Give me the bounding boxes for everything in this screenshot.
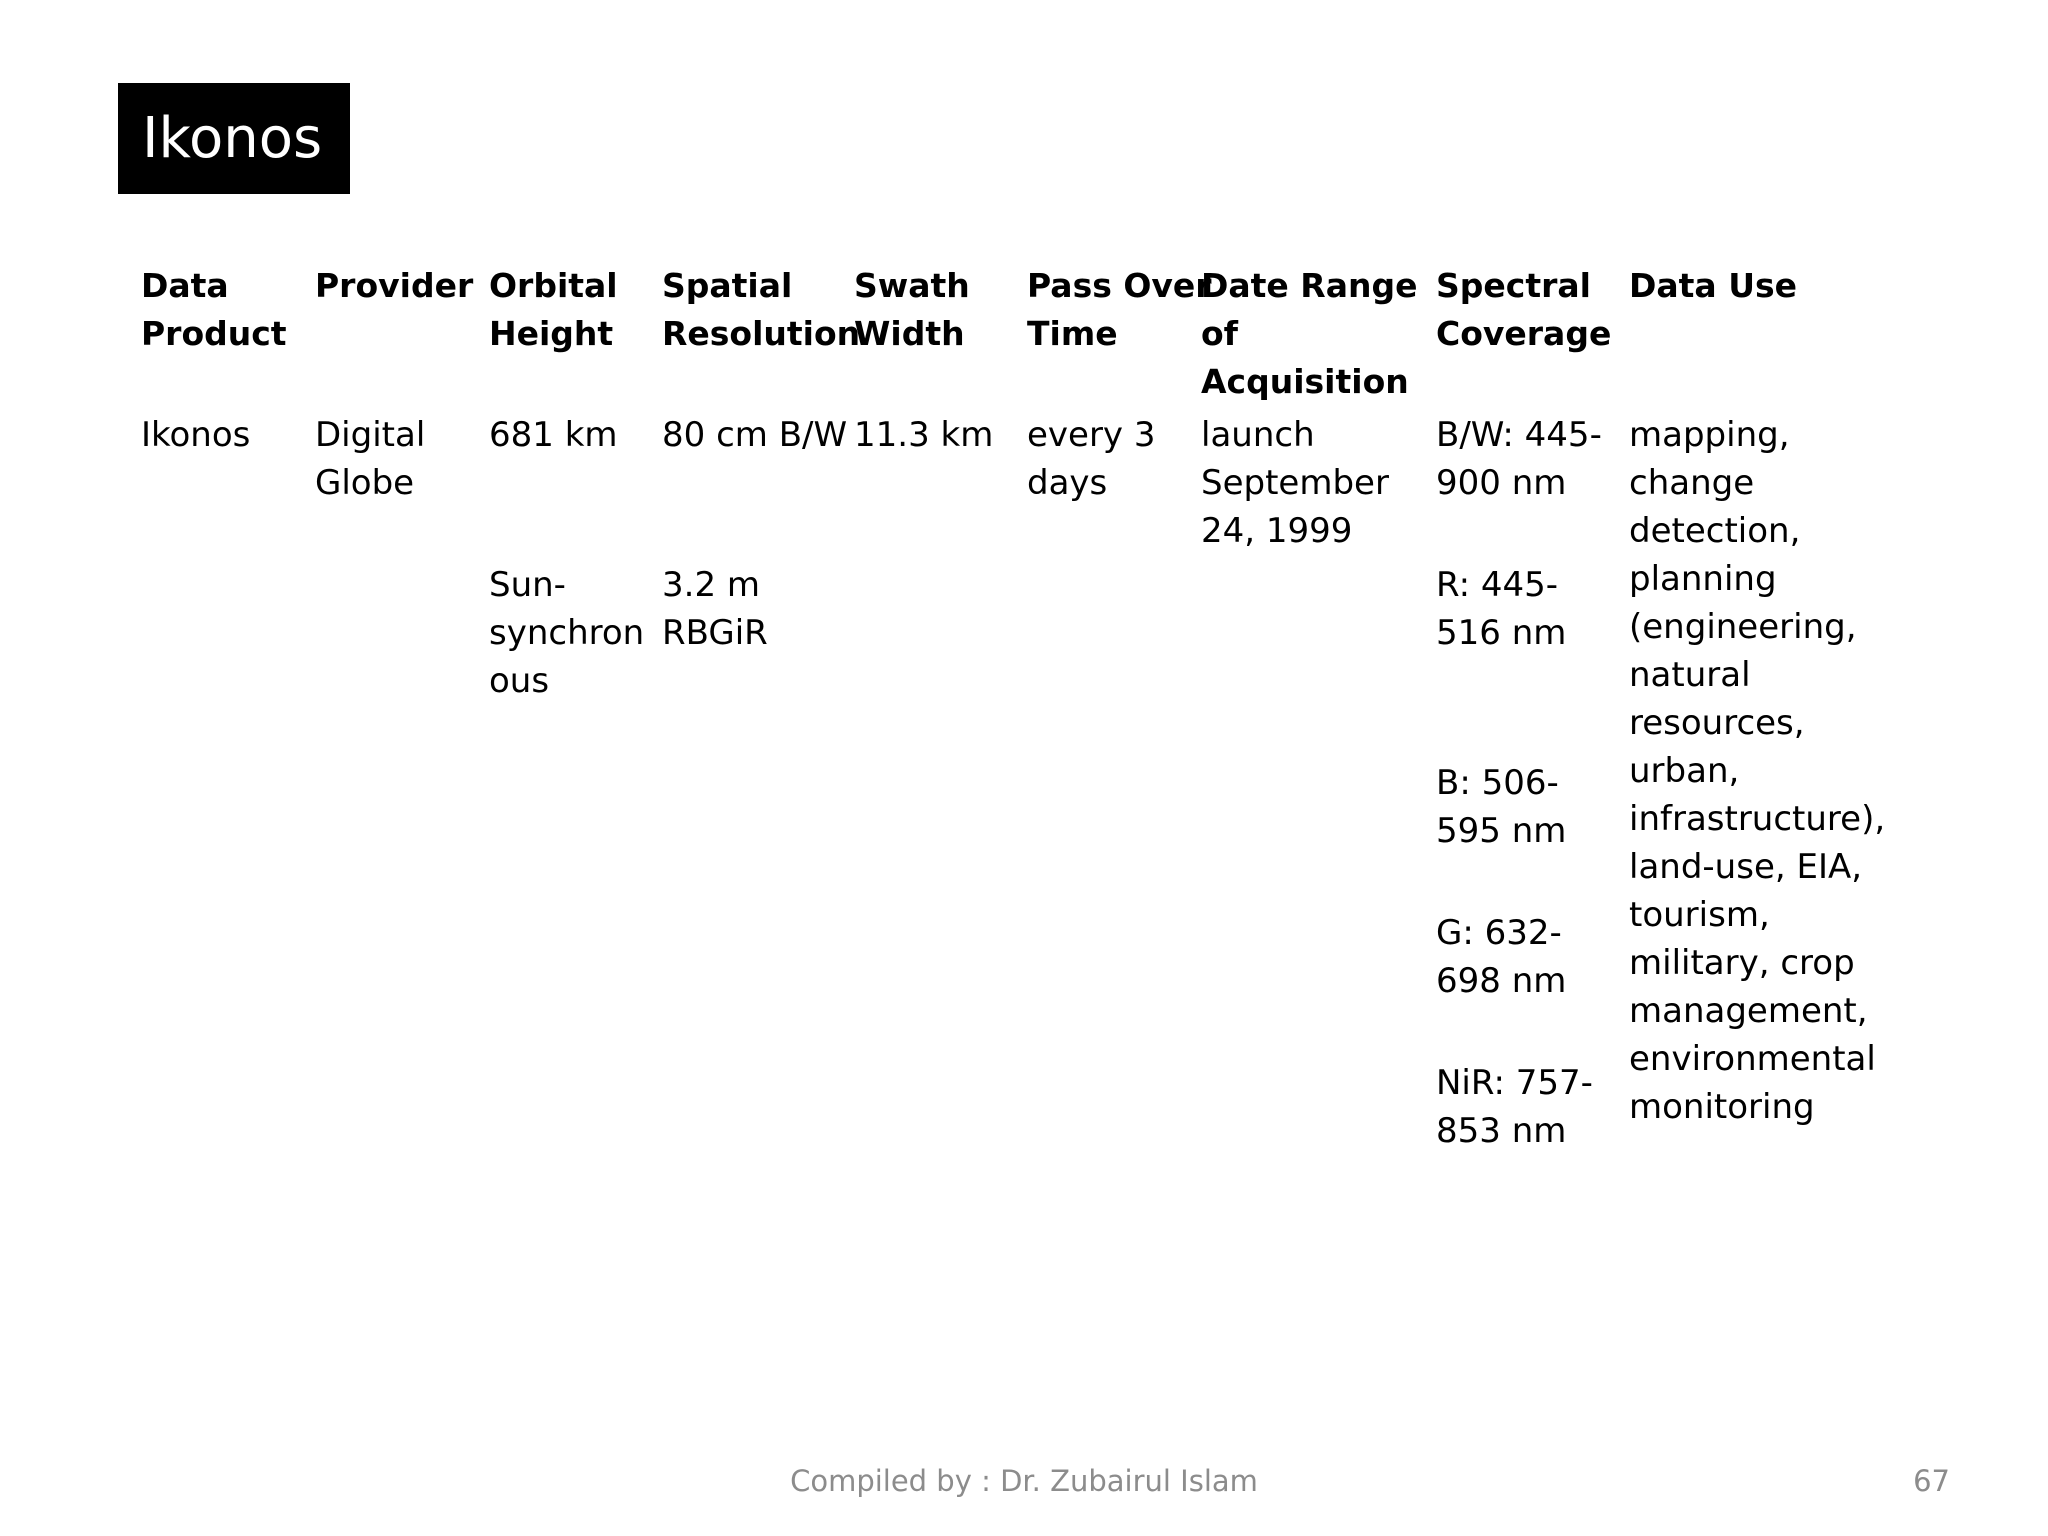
cell-spectral-band-blue: B: 506- 595 nm bbox=[1436, 763, 1567, 851]
cell-pass-over-time: every 3 days bbox=[1027, 415, 1156, 503]
cell-data-use: mapping, change detection, planning (engineering, natural resources, urban, infrastructure), land-use, EIA, tourism, military, crop management, environmental monitoring bbox=[1629, 415, 1886, 1127]
header-date-range: Date Range of Acquisition bbox=[1201, 266, 1418, 401]
cell-swath-width: 11.3 km bbox=[854, 415, 994, 455]
cell-date-range: launch September 24, 1999 bbox=[1201, 415, 1389, 551]
cell-data-product: Ikonos bbox=[141, 415, 251, 455]
cell-provider: Digital Globe bbox=[315, 415, 426, 503]
cell-spectral-band-nir: NiR: 757- 853 nm bbox=[1436, 1063, 1593, 1151]
header-provider: Provider bbox=[315, 266, 474, 305]
cell-orbital-height: 681 km bbox=[489, 415, 618, 455]
cell-spectral-band-green: G: 632- 698 nm bbox=[1436, 913, 1567, 1001]
header-pass-over-time: Pass Over Time bbox=[1027, 266, 1212, 353]
cell-spectral-band-bw: B/W: 445- 900 nm bbox=[1436, 415, 1602, 503]
footer-credit: Compiled by : Dr. Zubairul Islam bbox=[790, 1464, 1258, 1498]
header-data-product: Data Product bbox=[141, 266, 287, 353]
cell-spatial-resolution-bw: 80 cm B/W bbox=[662, 415, 848, 455]
cell-spatial-resolution-ms: 3.2 m RBGiR bbox=[662, 565, 768, 653]
slide-title: Ikonos bbox=[118, 83, 350, 194]
header-spatial-resolution: Spatial Resolution bbox=[662, 266, 861, 353]
page-number: 67 bbox=[1913, 1464, 1950, 1498]
header-orbital-height: Orbital Height bbox=[489, 266, 618, 353]
cell-orbit-type: Sun- synchron ous bbox=[489, 565, 645, 701]
header-data-use: Data Use bbox=[1629, 266, 1798, 305]
header-swath-width: Swath Width bbox=[854, 266, 970, 353]
cell-spectral-band-red: R: 445- 516 nm bbox=[1436, 565, 1567, 653]
header-spectral-coverage: Spectral Coverage bbox=[1436, 266, 1612, 353]
